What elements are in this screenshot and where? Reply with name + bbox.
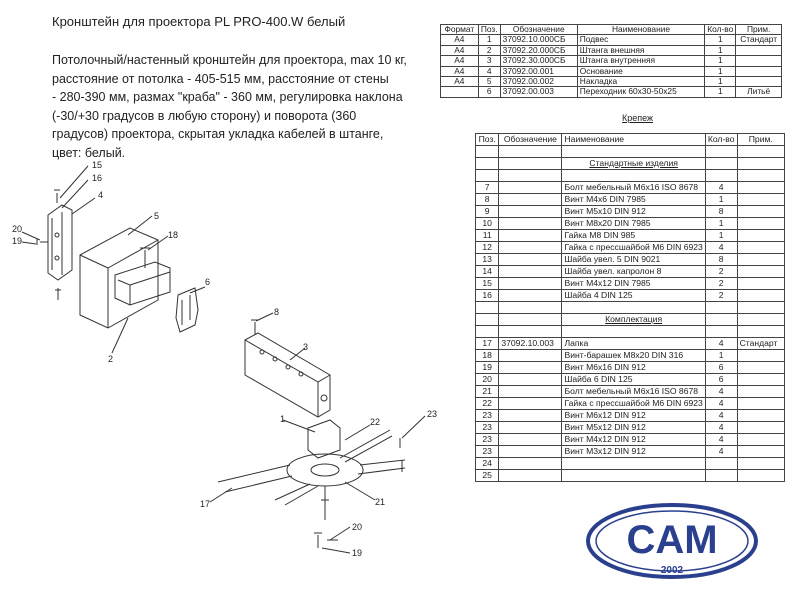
table-cell: 23 [476, 422, 499, 434]
table-header-cell: Наименование [577, 25, 705, 35]
table-header-cell: Поз. [476, 134, 499, 146]
table-cell: 1 [705, 35, 736, 45]
table-cell: 3 [478, 56, 500, 66]
table-cell: Литьё [736, 87, 782, 97]
leader-line [402, 416, 425, 438]
table-cell: 13 [476, 254, 499, 266]
table-cell: 1 [705, 77, 736, 87]
table-cell: 23 [476, 446, 499, 458]
callout-label: 23 [427, 409, 438, 419]
table-cell: 23 [476, 434, 499, 446]
page-title: Кронштейн для проектора PL PRO-400.W белый [52, 14, 346, 29]
table-cell: Стандарт [736, 35, 782, 45]
table-cell: 4 [705, 410, 737, 422]
callout-label: 15 [92, 160, 103, 170]
table-cell: 37092.00.002 [500, 77, 577, 87]
table-cell: 2 [705, 290, 737, 302]
table-cell: 1 [478, 35, 500, 45]
table-cell: А4 [441, 66, 479, 76]
base-plate-hole [55, 256, 59, 260]
table-cell: 4 [478, 66, 500, 76]
rod-hole [321, 395, 327, 401]
table-cell: 1 [705, 218, 737, 230]
rod-hole [260, 350, 264, 354]
table-cell: 37092.00.003 [500, 87, 577, 97]
adapter-edge [182, 295, 190, 325]
logo-year: 2002 [660, 565, 684, 576]
table-header-cell: Поз. [478, 25, 500, 35]
crab-arm [358, 460, 405, 474]
table-cell: 8 [705, 254, 737, 266]
table-cell: Шайба 6 DIN 125 [562, 374, 705, 386]
table-cell: Шайба увел. 5 DIN 9021 [562, 254, 705, 266]
table-cell: 14 [476, 266, 499, 278]
description-line: градусов) проектора, скрытая укладка кабелей в штанге, [52, 127, 384, 142]
table-cell: 2 [705, 278, 737, 290]
table-cell: 11 [476, 230, 499, 242]
table-cell: Винт-барашек М8х20 DIN 316 [562, 350, 705, 362]
description-line: цвет: белый. [52, 145, 126, 160]
callout-label: 1 [280, 414, 286, 424]
callout-label: 19 [12, 236, 23, 246]
table-header-cell: Прим. [736, 25, 782, 35]
table-cell: 1 [705, 230, 737, 242]
cam-logo [585, 503, 760, 581]
callout-label: 19 [352, 548, 363, 558]
table-header-cell: Прим. [737, 134, 784, 146]
table-cell: 1 [705, 45, 736, 55]
table-cell: 7 [476, 182, 499, 194]
table-cell: Штанга внешняя [577, 45, 705, 55]
table-cell: Винт М5х10 DIN 912 [562, 206, 705, 218]
description-line: Потолочный/настенный кронштейн для проектора, max 10 кг, [52, 53, 407, 67]
table-cell: Винт М4х6 DIN 7985 [562, 194, 705, 206]
table-header-cell: Обозначение [499, 134, 562, 146]
table-cell: 4 [705, 446, 737, 458]
outer-rod-box [115, 262, 170, 305]
logo-text: CAM [626, 518, 718, 562]
callout-label: 4 [98, 190, 104, 200]
table-cell: 6 [478, 87, 500, 97]
description-line: (-30/+30 градусов в любую сторону) и поворота (360 [52, 108, 357, 123]
crab-arm [218, 465, 292, 492]
leader-line [345, 425, 370, 440]
part-18-bolt [140, 248, 150, 268]
table-cell: Болт мебельный М6х16 ISO 8678 [562, 386, 705, 398]
table-cell: 37092.00.001 [500, 66, 577, 76]
table-cell: Винт М5х12 DIN 912 [562, 422, 705, 434]
table-cell: Шайба увел. капролон 8 [562, 266, 705, 278]
table-cell: 4 [705, 338, 737, 350]
table-cell: Основание [577, 66, 705, 76]
callout-label: 21 [375, 497, 386, 507]
table-header-cell: Кол-во [705, 25, 736, 35]
screw-part-bottom [55, 288, 61, 300]
table-cell: А4 [441, 35, 479, 45]
table-cell: 2 [478, 45, 500, 55]
section-title: Стандартные изделия [562, 158, 705, 170]
table-cell: 1 [705, 87, 736, 97]
table-header-cell: Кол-во [705, 134, 737, 146]
table-cell: Переходник 60х30-50х25 [577, 87, 705, 97]
table-cell: 18 [476, 350, 499, 362]
overlay-plate [80, 228, 158, 328]
table-cell: 4 [705, 182, 737, 194]
table-cell: Винт М6х12 DIN 912 [562, 410, 705, 422]
table-cell: А4 [441, 45, 479, 55]
table-cell: 23 [476, 410, 499, 422]
table-cell: 22 [476, 398, 499, 410]
table-cell: 1 [705, 350, 737, 362]
table-cell: 21 [476, 386, 499, 398]
table-cell: 17 [476, 338, 499, 350]
table-cell: Винт М4х12 DIN 912 [562, 434, 705, 446]
table-cell: 10 [476, 218, 499, 230]
table-cell: Подвес [577, 35, 705, 45]
leader-line [256, 313, 273, 321]
inner-rod [245, 333, 330, 417]
table-cell: 4 [705, 242, 737, 254]
table-cell: 5 [478, 77, 500, 87]
callout-label: 20 [352, 522, 363, 532]
table-cell: 19 [476, 362, 499, 374]
table-cell: 4 [705, 434, 737, 446]
table-cell: А4 [441, 56, 479, 66]
table-cell: Лапка [562, 338, 705, 350]
table-cell: Винт М4х12 DIN 7985 [562, 278, 705, 290]
rod-hole [286, 365, 290, 369]
crab-hub [311, 464, 339, 476]
table-cell: 20 [476, 374, 499, 386]
callout-label: 17 [200, 499, 211, 509]
description-line: - 280-390 мм, размах "краба" - 360 мм, регулировка наклона [52, 90, 403, 105]
callout-label: 3 [303, 342, 309, 352]
leader-line [112, 318, 128, 353]
table-cell: 2 [705, 266, 737, 278]
table-cell: 6 [705, 362, 737, 374]
table-cell: Шайба 4 DIN 125 [562, 290, 705, 302]
table-cell: 6 [705, 374, 737, 386]
section-title: Комплектация [562, 314, 705, 326]
table-cell: 1 [705, 194, 737, 206]
table-cell: 37092.30.000СБ [500, 56, 577, 66]
table-cell: 4 [705, 398, 737, 410]
callout-label: 20 [12, 224, 23, 234]
table-cell: 8 [476, 194, 499, 206]
center-bolt [321, 486, 329, 520]
table-cell: 15 [476, 278, 499, 290]
callout-label: 18 [168, 230, 179, 240]
table-cell: 12 [476, 242, 499, 254]
leader-line [330, 527, 350, 540]
table-cell: Накладка [577, 77, 705, 87]
table-cell: Болт мебельный М6х16 ISO 8678 [562, 182, 705, 194]
table-cell: Стандарт [737, 338, 784, 350]
crab-arm [275, 484, 318, 505]
table-cell: 16 [476, 290, 499, 302]
table-cell: 8 [705, 206, 737, 218]
table-cell: 37092.10.003 [499, 338, 562, 350]
table-header-cell: Наименование [562, 134, 705, 146]
description-line: расстояние от потолка - 405-515 мм, расстояние от стены [52, 71, 389, 86]
leader-line [322, 548, 350, 553]
adapter-part-6 [176, 288, 198, 332]
table-cell: Винт М8х20 DIN 7985 [562, 218, 705, 230]
table-cell: 1 [705, 56, 736, 66]
inner-rod-edge [245, 340, 330, 417]
hanger-part-1 [308, 420, 340, 458]
table-cell: 1 [705, 66, 736, 76]
table-cell: 25 [476, 470, 499, 482]
leader-line [190, 287, 205, 293]
leader-line [345, 482, 375, 500]
leader-line [210, 488, 232, 502]
wall-base-plate-edge [52, 212, 62, 275]
callout-label: 16 [92, 173, 103, 183]
callout-label: 2 [108, 354, 114, 364]
table-cell: Штанга внутренняя [577, 56, 705, 66]
overlay-plate-edge [80, 240, 158, 328]
table-cell: Гайка М8 DIN 985 [562, 230, 705, 242]
table-cell: 24 [476, 458, 499, 470]
callout-label: 5 [154, 211, 160, 221]
table-cell: 9 [476, 206, 499, 218]
screw-part-15 [54, 190, 60, 203]
table-cell: 37092.20.000СБ [500, 45, 577, 55]
table-cell: Гайка с прессшайбой М6 DIN 6923 [562, 242, 705, 254]
table-cell: Винт М6х16 DIN 912 [562, 362, 705, 374]
table-cell: А4 [441, 77, 479, 87]
callout-label: 22 [370, 417, 381, 427]
table-cell: 37092.10.000СБ [500, 35, 577, 45]
callout-label: 8 [274, 307, 280, 317]
leader-line [283, 420, 315, 432]
callout-label: 6 [205, 277, 211, 287]
table-cell: Винт М3х12 DIN 912 [562, 446, 705, 458]
base-plate-hole [55, 233, 59, 237]
table-header-cell: Обозначение [500, 25, 577, 35]
table-cell: 4 [705, 386, 737, 398]
table-cell: Гайка с прессшайбой М6 DIN 6923 [562, 398, 705, 410]
screw-part-19 [314, 533, 322, 548]
fasteners-title: Крепеж [622, 113, 654, 123]
table-header-cell: Формат [441, 25, 479, 35]
table-cell: 4 [705, 422, 737, 434]
